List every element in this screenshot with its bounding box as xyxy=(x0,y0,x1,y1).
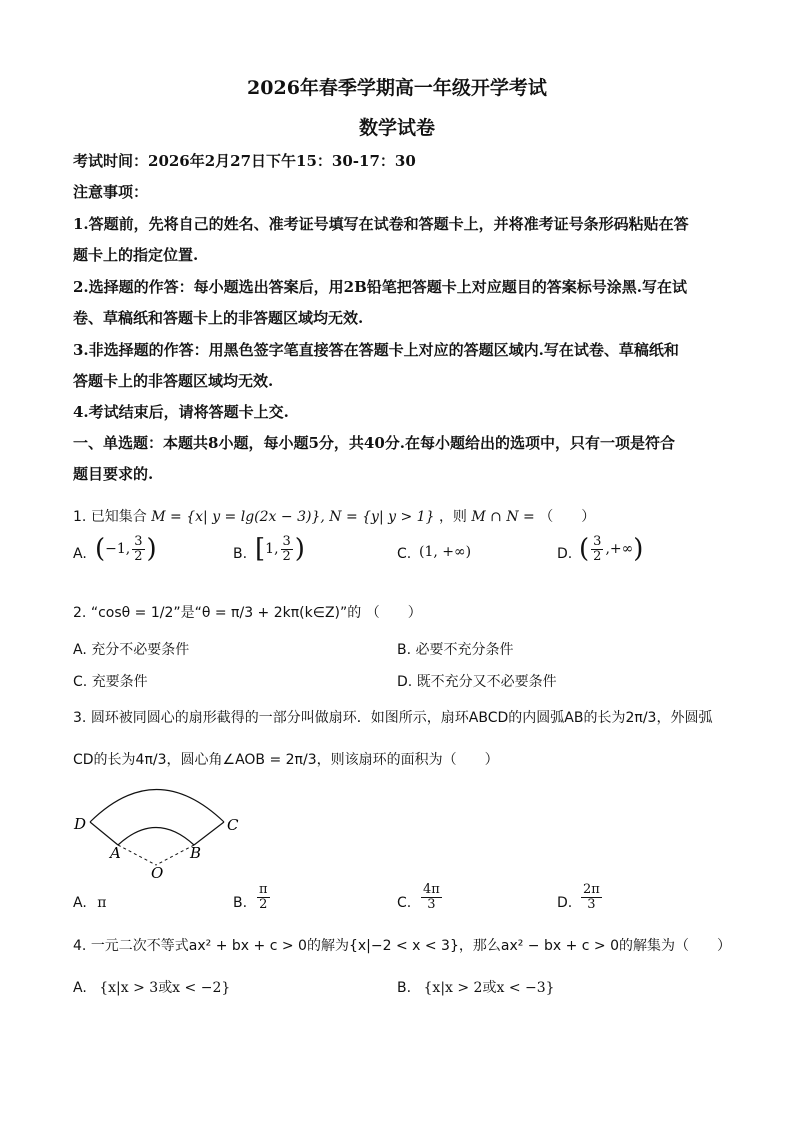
question-number: 3. xyxy=(73,710,87,726)
option-a xyxy=(73,533,157,564)
dashed-bo xyxy=(156,845,194,865)
segment-cb xyxy=(194,822,224,845)
option-letter: D. xyxy=(557,895,573,911)
option-c xyxy=(397,882,440,912)
exam-time: 考试时间：2026年2月27日下午15：30-17：30 xyxy=(73,152,416,170)
math-expression: M ∩ N = xyxy=(471,509,535,525)
question-number: 2. xyxy=(73,605,87,621)
option-text: 必要不充分条件 xyxy=(415,642,514,658)
question-1 xyxy=(73,506,595,526)
question-text: 圆环被同圆心的扇形截得的一部分叫做扇环．如图所示，扇环ABCD的内圆弧AB的长为2π/3，外圆弧 xyxy=(90,710,713,726)
exam-subtitle: 数学试卷 xyxy=(358,117,435,139)
option-letter: D. xyxy=(557,546,573,562)
note-line: 1.答题前，先将自己的姓名、准考证号填写在试卷和答题卡上，并将准考证号条形码粘贴在答 xyxy=(73,215,689,233)
exam-title: 2026年春季学期高一年级开学考试 xyxy=(247,77,547,99)
option-letter: B. xyxy=(233,895,248,911)
outer-arc-cd xyxy=(90,790,224,823)
question-4 xyxy=(73,935,731,955)
option-value: [1, $\frac{3}{2}$ ) xyxy=(255,533,305,564)
question-3-line-2: CD的长为4π/3，圆心角∠AOB = 2π/3，则该扇环的面积为（ ） xyxy=(73,752,499,768)
question-number: 4. xyxy=(73,938,87,954)
note-line: 答题卡上的非答题区域均无效. xyxy=(73,372,274,390)
option-a xyxy=(73,895,106,911)
question-3 xyxy=(73,707,712,727)
option-value: ( $\frac{3}{2}$ ,+∞) xyxy=(579,533,644,564)
option-letter: A. xyxy=(73,895,87,911)
option-letter: C. xyxy=(397,546,412,562)
label-o: O xyxy=(151,864,164,882)
option-text: 充分不必要条件 xyxy=(91,642,190,658)
label-c: C xyxy=(227,816,239,834)
option-letter: B. xyxy=(397,980,412,996)
notes-heading: 注意事项： xyxy=(73,183,149,201)
question-text: 已知集合 xyxy=(90,509,147,525)
option-d xyxy=(557,533,644,564)
option-letter: A. xyxy=(73,546,87,562)
answer-blank: （ ） xyxy=(539,509,596,525)
option-value: {x|x > 3或x < −2} xyxy=(99,980,231,996)
option-letter: D. xyxy=(397,674,413,690)
option-letter: B. xyxy=(233,546,248,562)
option-value: π xyxy=(97,895,107,911)
option-a xyxy=(73,977,230,997)
question-text: 一元二次不等式ax² + bx + c > 0的解为{x|−2 < x < 3}，那么ax² − bx + c > 0的解集为（ ） xyxy=(90,938,732,954)
dashed-ao xyxy=(118,845,156,865)
option-text: 充要条件 xyxy=(91,674,148,690)
option-value: $\frac{\pi}{2}$ xyxy=(259,882,268,912)
option-text: 既不充分又不必要条件 xyxy=(416,674,557,690)
option-b xyxy=(397,977,555,997)
note-line: 卷、草稿纸和答题卡上的非答题区域均无效. xyxy=(73,309,364,327)
option-b xyxy=(397,639,514,659)
option-letter: C. xyxy=(397,895,412,911)
option-a xyxy=(73,639,189,659)
segment-da xyxy=(90,822,118,845)
section-heading: 一、单选题：本题共8小题，每小题5分，共40分.在每小题给出的选项中，只有一项是符合 xyxy=(73,434,675,452)
label-a: A xyxy=(110,844,121,862)
answer-blank: （ ） xyxy=(365,605,422,621)
label-d: D xyxy=(74,815,87,833)
option-d xyxy=(397,671,557,691)
option-value: $\frac{4\pi}{3}$ xyxy=(423,882,440,912)
note-line: 题卡上的指定位置. xyxy=(73,246,199,264)
option-letter: A. xyxy=(73,980,87,996)
option-letter: A. xyxy=(73,642,87,658)
section-heading: 题目要求的. xyxy=(73,465,154,483)
option-value: $\frac{2\pi}{3}$ xyxy=(583,882,600,912)
question-text: ，则 xyxy=(438,509,467,525)
note-line: 2.选择题的作答：每小题选出答案后，用2B铅笔把答题卡上对应题目的答案标号涂黑.写在试 xyxy=(73,278,688,296)
inner-arc-ab xyxy=(118,828,194,846)
note-line: 3.非选择题的作答：用黑色签字笔直接答在答题卡上对应的答题区域内.写在试卷、草稿纸和 xyxy=(73,341,679,359)
option-value: (−1, $\frac{3}{2}$ ) xyxy=(95,533,157,564)
option-b xyxy=(233,533,305,564)
option-value: (1, +∞) xyxy=(419,544,472,560)
question-text: “cosθ = 1/2”是“θ = π/3 + 2kπ(k∈Z)”的 xyxy=(90,605,362,621)
option-letter: B. xyxy=(397,642,412,658)
math-expression: M = {x| y = lg(2x − 3)}, N = {y| y > 1} xyxy=(151,509,435,525)
option-value: {x|x > 2或x < −3} xyxy=(423,980,555,996)
question-2 xyxy=(73,602,422,622)
question-number: 1. xyxy=(73,509,87,525)
annulus-sector-figure xyxy=(72,775,252,885)
option-b xyxy=(233,882,268,912)
note-line: 4.考试结束后，请将答题卡上交. xyxy=(73,403,289,421)
option-c xyxy=(73,671,148,691)
label-b: B xyxy=(190,844,202,862)
option-c xyxy=(397,544,472,562)
option-letter: C. xyxy=(73,674,88,690)
option-d xyxy=(557,882,600,912)
